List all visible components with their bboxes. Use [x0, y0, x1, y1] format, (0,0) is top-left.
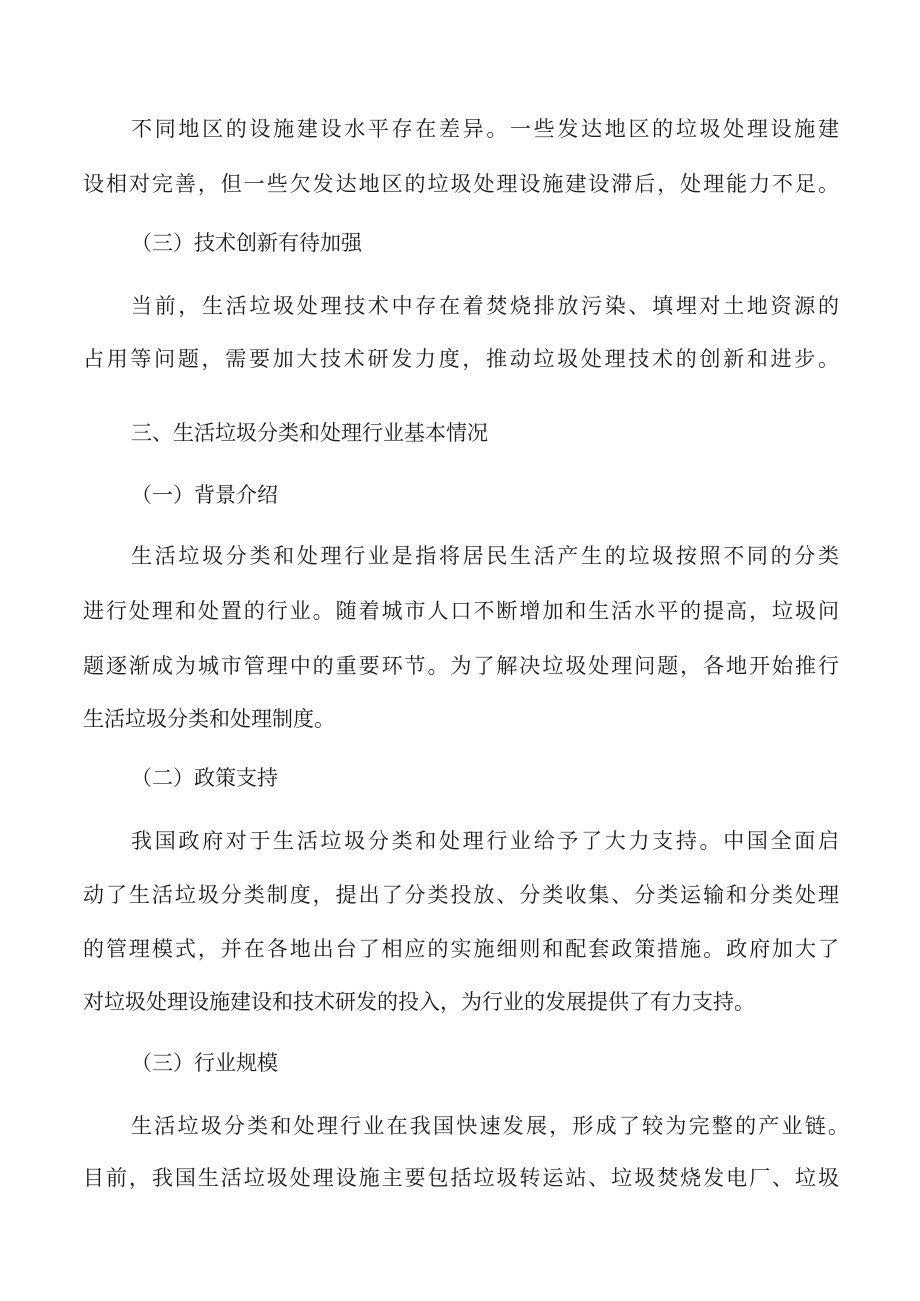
paragraph-line: 进行处理和处置的行业。随着城市人口不断增加和生活水平的提高，垃圾问: [83, 599, 839, 623]
paragraph-line: 题逐渐成为城市管理中的重要环节。为了解决垃圾处理问题，各地开始推行: [83, 654, 839, 678]
paragraph-line: 生活垃圾分类和处理行业是指将居民生活产生的垃圾按照不同的分类: [131, 544, 839, 568]
paragraph-line: 动了生活垃圾分类制度，提出了分类投放、分类收集、分类运输和分类处理: [83, 883, 839, 907]
subsection-heading: （一）背景介绍: [131, 483, 278, 507]
paragraph-line: 设相对完善，但一些欠发达地区的垃圾处理设施建设滞后，处理能力不足。: [83, 172, 839, 196]
paragraph-line: 占用等问题，需要加大技术研发力度，推动垃圾处理技术的创新和进步。: [83, 347, 839, 371]
paragraph-line: 生活垃圾分类和处理行业在我国快速发展，形成了较为完整的产业链。: [131, 1114, 849, 1138]
paragraph-line: 对垃圾处理设施建设和技术研发的投入，为行业的发展提供了有力支持。: [83, 990, 755, 1014]
paragraph-line: 生活垃圾分类和处理制度。: [83, 707, 335, 731]
paragraph-line: 的管理模式，并在各地出台了相应的实施细则和配套政策措施。政府加大了: [83, 937, 839, 961]
subsection-heading: （三）行业规模: [131, 1051, 278, 1075]
subsection-heading: （三）技术创新有待加强: [131, 231, 362, 255]
paragraph-line: 我国政府对于生活垃圾分类和处理行业给予了大力支持。中国全面启: [131, 829, 839, 853]
paragraph-line: 目前，我国生活垃圾处理设施主要包括垃圾转运站、垃圾焚烧发电厂、垃圾: [83, 1166, 839, 1190]
section-title: 三、生活垃圾分类和处理行业基本情况: [131, 421, 488, 445]
subsection-heading: （二）政策支持: [131, 766, 278, 790]
paragraph-line: 不同地区的设施建设水平存在差异。一些发达地区的垃圾处理设施建: [131, 117, 839, 141]
paragraph-line: 当前，生活垃圾处理技术中存在着焚烧排放污染、填埋对土地资源的: [131, 294, 839, 318]
